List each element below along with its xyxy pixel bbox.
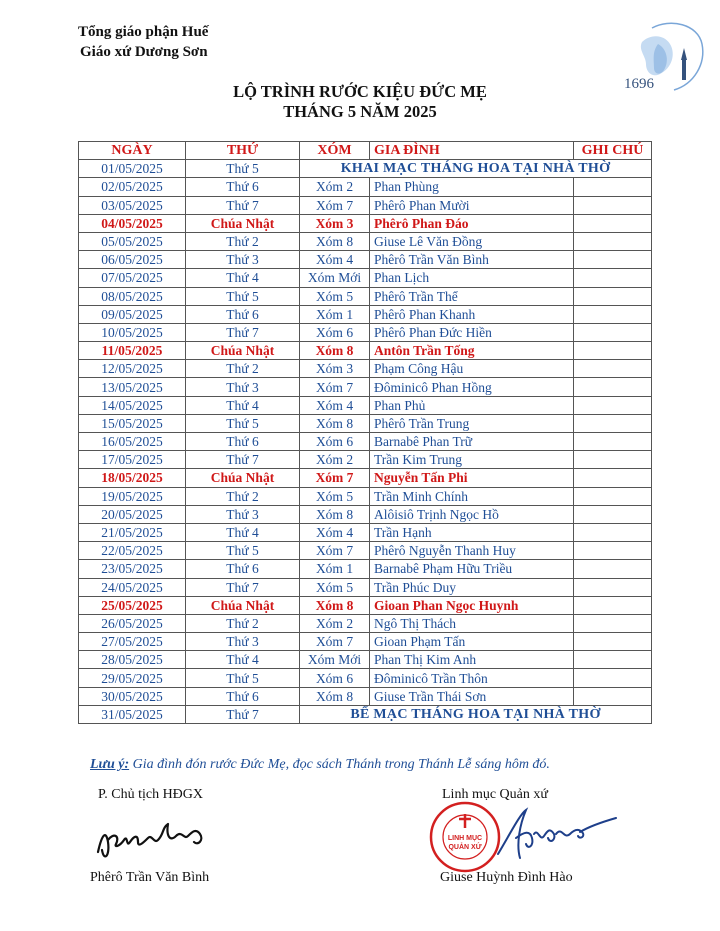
cell-family: Phan Phủ — [370, 396, 574, 414]
cell-family: Phêrô Trần Văn Bình — [370, 251, 574, 269]
cell-date: 03/05/2025 — [79, 196, 186, 214]
cell-weekday: Thứ 5 — [186, 160, 300, 178]
cell-weekday: Thứ 7 — [186, 705, 300, 723]
parish-priest-name: Giuse Huỳnh Đình Hào — [440, 870, 573, 885]
council-chair-name: Phêrô Trần Văn Bình — [90, 870, 210, 885]
cell-notes — [574, 414, 652, 432]
cell-weekday: Thứ 5 — [186, 542, 300, 560]
cell-hamlet: Xóm 4 — [300, 251, 370, 269]
cell-weekday: Thứ 3 — [186, 378, 300, 396]
cell-family: Trần Phúc Duy — [370, 578, 574, 596]
cell-weekday: Thứ 4 — [186, 396, 300, 414]
cell-notes — [574, 469, 652, 487]
note-label: Lưu ý: — [90, 757, 130, 772]
cell-notes — [574, 269, 652, 287]
table-row — [79, 687, 652, 705]
table-row — [79, 396, 652, 414]
cell-notes — [574, 596, 652, 614]
cell-hamlet: Xóm 5 — [300, 487, 370, 505]
cell-family: Giuse Trần Thái Sơn — [370, 687, 574, 705]
cell-date: 14/05/2025 — [79, 396, 186, 414]
cell-event: BẾ MẠC THÁNG HOA TẠI NHÀ THỜ — [300, 705, 652, 723]
cell-date: 30/05/2025 — [79, 687, 186, 705]
cell-family: Antôn Trần Tống — [370, 342, 574, 360]
cell-weekday: Thứ 5 — [186, 669, 300, 687]
cell-date: 02/05/2025 — [79, 178, 186, 196]
col-header-date: NGÀY — [79, 142, 186, 160]
table-row — [79, 469, 652, 487]
cell-family: Phạm Công Hậu — [370, 360, 574, 378]
cell-hamlet: Xóm 6 — [300, 433, 370, 451]
col-header-family: GIA ĐÌNH — [370, 142, 574, 160]
cell-weekday: Chúa Nhật — [186, 342, 300, 360]
cell-family: Phêrô Phan Đáo — [370, 214, 574, 232]
cell-hamlet: Xóm 2 — [300, 614, 370, 632]
cell-hamlet: Xóm 5 — [300, 578, 370, 596]
cell-weekday: Thứ 2 — [186, 614, 300, 632]
logo-year: 1696 — [624, 76, 654, 92]
cell-family: Phêrô Trần Thể — [370, 287, 574, 305]
table-row — [79, 578, 652, 596]
cell-family: Giuse Lê Văn Đồng — [370, 232, 574, 250]
parish-priest-title: Linh mục Quản xứ — [442, 787, 548, 802]
cell-weekday: Thứ 3 — [186, 505, 300, 523]
cell-date: 01/05/2025 — [79, 160, 186, 178]
cell-family: Alôisiô Trịnh Ngọc Hồ — [370, 505, 574, 523]
page-title: LỘ TRÌNH RƯỚC KIỆU ĐỨC MẸ — [233, 82, 487, 101]
col-header-notes: GHI CHÚ — [574, 142, 652, 160]
cell-weekday: Chúa Nhật — [186, 596, 300, 614]
cell-family: Phan Lịch — [370, 269, 574, 287]
cell-notes — [574, 396, 652, 414]
cell-hamlet: Xóm 4 — [300, 396, 370, 414]
table-row — [79, 596, 652, 614]
cell-date: 26/05/2025 — [79, 614, 186, 632]
table-row — [79, 251, 652, 269]
cell-family: Đôminicô Phan Hồng — [370, 378, 574, 396]
cell-weekday: Thứ 7 — [186, 578, 300, 596]
cell-date: 18/05/2025 — [79, 469, 186, 487]
cell-hamlet: Xóm 8 — [300, 596, 370, 614]
cell-date: 28/05/2025 — [79, 651, 186, 669]
table-row — [79, 523, 652, 541]
cell-date: 23/05/2025 — [79, 560, 186, 578]
cell-notes — [574, 614, 652, 632]
table-row — [79, 487, 652, 505]
cell-hamlet: Xóm 1 — [300, 560, 370, 578]
cell-weekday: Thứ 6 — [186, 433, 300, 451]
cell-date: 15/05/2025 — [79, 414, 186, 432]
cell-hamlet: Xóm 8 — [300, 342, 370, 360]
cell-hamlet: Xóm 5 — [300, 287, 370, 305]
cell-family: Trần Kim Trung — [370, 451, 574, 469]
cell-hamlet: Xóm 6 — [300, 669, 370, 687]
cell-event: KHAI MẠC THÁNG HOA TẠI NHÀ THỜ — [300, 160, 652, 178]
cell-family: Phan Phùng — [370, 178, 574, 196]
cell-hamlet: Xóm 6 — [300, 323, 370, 341]
cell-date: 06/05/2025 — [79, 251, 186, 269]
cell-date: 21/05/2025 — [79, 523, 186, 541]
diocese-header — [78, 22, 208, 62]
cell-family: Phêrô Phan Khanh — [370, 305, 574, 323]
cell-hamlet: Xóm 8 — [300, 687, 370, 705]
col-header-hamlet: XÓM — [300, 142, 370, 160]
table-row — [79, 433, 652, 451]
table-row — [79, 614, 652, 632]
cell-date: 29/05/2025 — [79, 669, 186, 687]
cell-hamlet: Xóm Mới — [300, 269, 370, 287]
cell-weekday: Thứ 2 — [186, 232, 300, 250]
cell-date: 17/05/2025 — [79, 451, 186, 469]
table-row — [79, 560, 652, 578]
table-row — [79, 342, 652, 360]
cell-family: Phan Thị Kim Anh — [370, 651, 574, 669]
cell-weekday: Thứ 5 — [186, 287, 300, 305]
cell-hamlet: Xóm 7 — [300, 469, 370, 487]
procession-schedule-table — [78, 141, 652, 724]
cell-weekday: Thứ 3 — [186, 633, 300, 651]
archdiocese-name: Tổng giáo phận Huế — [78, 24, 209, 40]
table-row — [79, 414, 652, 432]
cell-hamlet: Xóm 7 — [300, 196, 370, 214]
cell-notes — [574, 360, 652, 378]
cell-weekday: Thứ 4 — [186, 651, 300, 669]
cell-date: 22/05/2025 — [79, 542, 186, 560]
cell-notes — [574, 305, 652, 323]
cell-hamlet: Xóm Mới — [300, 651, 370, 669]
cell-date: 11/05/2025 — [79, 342, 186, 360]
parish-priest-signature — [490, 804, 620, 864]
table-row — [79, 196, 652, 214]
cell-date: 10/05/2025 — [79, 323, 186, 341]
cell-hamlet: Xóm 8 — [300, 505, 370, 523]
cell-family: Ngô Thị Thách — [370, 614, 574, 632]
cell-hamlet: Xóm 7 — [300, 542, 370, 560]
cell-weekday: Thứ 6 — [186, 560, 300, 578]
cell-weekday: Thứ 6 — [186, 305, 300, 323]
cell-date: 04/05/2025 — [79, 214, 186, 232]
cell-notes — [574, 178, 652, 196]
cell-hamlet: Xóm 3 — [300, 214, 370, 232]
cell-notes — [574, 523, 652, 541]
cell-date: 07/05/2025 — [79, 269, 186, 287]
table-row — [79, 214, 652, 232]
council-chair-title: P. Chủ tịch HĐGX — [98, 787, 204, 802]
table-row — [79, 542, 652, 560]
table-row — [79, 232, 652, 250]
cell-notes — [574, 487, 652, 505]
stamp-center-line1: LINH MỤC — [447, 835, 483, 842]
council-chair-signature — [92, 812, 222, 866]
table-header-row — [79, 142, 652, 160]
cell-date: 09/05/2025 — [79, 305, 186, 323]
cell-date: 24/05/2025 — [79, 578, 186, 596]
cell-notes — [574, 196, 652, 214]
cell-weekday: Thứ 4 — [186, 523, 300, 541]
cell-hamlet: Xóm 2 — [300, 178, 370, 196]
cell-date: 27/05/2025 — [79, 633, 186, 651]
cell-weekday: Thứ 6 — [186, 687, 300, 705]
cell-date: 31/05/2025 — [79, 705, 186, 723]
cell-notes — [574, 342, 652, 360]
table-row — [79, 451, 652, 469]
cell-family: Đôminicô Trần Thôn — [370, 669, 574, 687]
cell-notes — [574, 251, 652, 269]
cell-weekday: Thứ 7 — [186, 323, 300, 341]
cell-notes — [574, 214, 652, 232]
table-row — [79, 651, 652, 669]
table-row — [79, 305, 652, 323]
cell-hamlet: Xóm 8 — [300, 232, 370, 250]
table-row — [79, 269, 652, 287]
cell-notes — [574, 505, 652, 523]
cell-family: Gioan Phan Ngọc Huynh — [370, 596, 574, 614]
cell-notes — [574, 578, 652, 596]
cell-notes — [574, 542, 652, 560]
cell-notes — [574, 287, 652, 305]
table-row — [79, 633, 652, 651]
table-row — [79, 178, 652, 196]
table-row — [79, 505, 652, 523]
cell-family: Phêrô Phan Đức Hiền — [370, 323, 574, 341]
note — [90, 757, 550, 773]
table-row — [79, 669, 652, 687]
cell-notes — [574, 669, 652, 687]
cell-date: 13/05/2025 — [79, 378, 186, 396]
table-row — [79, 705, 652, 723]
cell-notes — [574, 433, 652, 451]
table-row — [79, 323, 652, 341]
col-header-weekday: THỨ — [186, 142, 300, 160]
cell-notes — [574, 451, 652, 469]
parish-name: Giáo xứ Dương Sơn — [80, 44, 208, 60]
cell-family: Phêrô Nguyễn Thanh Huy — [370, 542, 574, 560]
cell-hamlet: Xóm 1 — [300, 305, 370, 323]
cell-date: 08/05/2025 — [79, 287, 186, 305]
cell-notes — [574, 323, 652, 341]
cell-family: Trần Minh Chính — [370, 487, 574, 505]
cell-notes — [574, 378, 652, 396]
cell-weekday: Chúa Nhật — [186, 469, 300, 487]
cell-hamlet: Xóm 2 — [300, 451, 370, 469]
cell-weekday: Thứ 5 — [186, 414, 300, 432]
cell-weekday: Thứ 6 — [186, 178, 300, 196]
cell-notes — [574, 687, 652, 705]
cell-hamlet: Xóm 7 — [300, 378, 370, 396]
cell-weekday: Thứ 3 — [186, 251, 300, 269]
cell-weekday: Thứ 4 — [186, 269, 300, 287]
cell-hamlet: Xóm 3 — [300, 360, 370, 378]
cell-family: Nguyễn Tấn Phi — [370, 469, 574, 487]
cell-date: 12/05/2025 — [79, 360, 186, 378]
cell-notes — [574, 651, 652, 669]
cell-date: 19/05/2025 — [79, 487, 186, 505]
table-row — [79, 360, 652, 378]
table-row — [79, 287, 652, 305]
cell-weekday: Thứ 2 — [186, 487, 300, 505]
cell-weekday: Thứ 7 — [186, 451, 300, 469]
cell-hamlet: Xóm 4 — [300, 523, 370, 541]
cell-family: Phêrô Trần Trung — [370, 414, 574, 432]
cell-weekday: Thứ 7 — [186, 196, 300, 214]
cell-hamlet: Xóm 7 — [300, 633, 370, 651]
cell-notes — [574, 560, 652, 578]
stamp-center-line2: QUẢN XỨ — [448, 844, 482, 851]
cell-weekday: Chúa Nhật — [186, 214, 300, 232]
cell-family: Barnabê Phan Trữ — [370, 433, 574, 451]
cell-date: 05/05/2025 — [79, 232, 186, 250]
cell-notes — [574, 232, 652, 250]
cell-family: Phêrô Phan Mười — [370, 196, 574, 214]
cell-family: Gioan Phạm Tấn — [370, 633, 574, 651]
cell-date: 16/05/2025 — [79, 433, 186, 451]
table-row — [79, 378, 652, 396]
cell-family: Barnabê Phạm Hữu Triều — [370, 560, 574, 578]
page-subtitle: THÁNG 5 NĂM 2025 — [283, 102, 437, 121]
cell-date: 25/05/2025 — [79, 596, 186, 614]
table-row — [79, 160, 652, 178]
cell-weekday: Thứ 2 — [186, 360, 300, 378]
cell-date: 20/05/2025 — [79, 505, 186, 523]
note-text: Gia đình đón rước Đức Mẹ, đọc sách Thánh trong Thánh Lễ sáng hôm đó. — [129, 757, 550, 772]
cell-hamlet: Xóm 8 — [300, 414, 370, 432]
table-body — [79, 160, 652, 724]
cell-notes — [574, 633, 652, 651]
cell-family: Trần Hạnh — [370, 523, 574, 541]
